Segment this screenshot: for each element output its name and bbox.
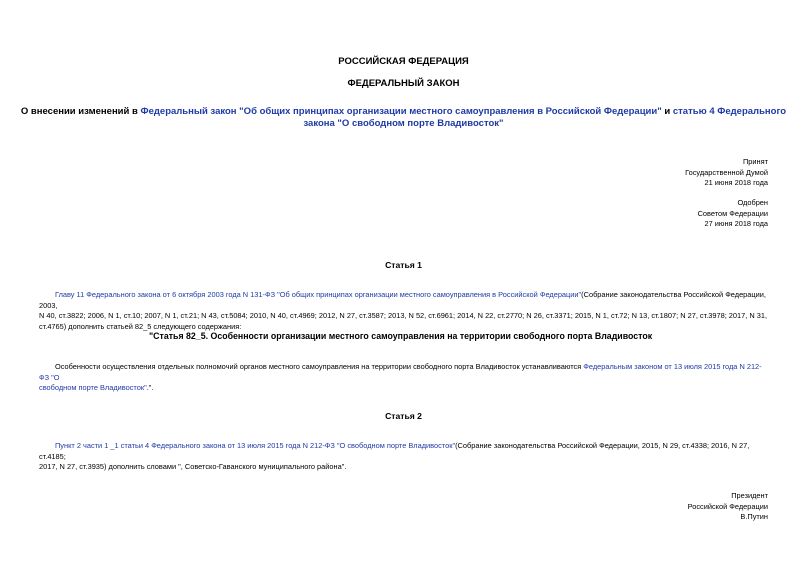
- adopted-block: [685, 157, 768, 189]
- approved-by: Советом Федерации: [697, 208, 768, 218]
- signature-country: Российской Федерации: [687, 501, 768, 511]
- article-1-paragraph: [39, 290, 769, 332]
- article-2-text-2: 2017, N 27, ст.3935) дополнить словами ", Советско-Гаванского муниципального района".: [39, 462, 347, 472]
- signature-title: Президент: [731, 491, 768, 500]
- article-82-5-paragraph: [39, 362, 769, 394]
- country-heading: РОССИЙСКАЯ ФЕДЕРАЦИЯ: [338, 56, 469, 67]
- title-text-1: О внесении изменений в: [20, 106, 141, 117]
- approved-block: [698, 198, 768, 230]
- signature-block: [688, 491, 768, 523]
- title-link-vladivostok-law-2[interactable]: закона "О свободном порте Владивосток": [303, 118, 504, 129]
- article-82-5-heading: "Статья 82_5. Особенности организации местного самоуправления на территории свободного порта Владивосток: [149, 331, 653, 341]
- adopted-label: Принят: [742, 157, 768, 166]
- article-82-5-link-1[interactable]: Федеральным законом от 13 июля 2015 года N 212-ФЗ "О: [39, 362, 762, 382]
- title-link-vladivostok-law-1[interactable]: статью 4 Федерального: [672, 106, 787, 117]
- approved-label: Одобрен: [737, 198, 768, 207]
- adopted-by: Государственной Думой: [685, 167, 768, 177]
- doc-type-heading: ФЕДЕРАЛЬНЫЙ ЗАКОН: [347, 78, 460, 89]
- adopted-date: 21 июня 2018 года: [704, 178, 768, 187]
- article-2-heading: Статья 2: [385, 411, 422, 421]
- article-82-5-text: Особенности осуществления отдельных полномочий органов местного самоуправления на территории свободного порта Владивосток устанавливаются: [55, 362, 584, 371]
- article-2-paragraph: [39, 441, 769, 473]
- article-1-link-chapter-11[interactable]: Главу 11 Федерального закона от 6 октября 2003 года N 131-ФЗ "Об общих принципах организации местного самоуправления в Российской Федерации": [55, 290, 582, 299]
- article-1-text-2: N 40, ст.3822; 2006, N 1, ст.10; 2007, N 1, ст.21; N 43, ст.5084; 2010, N 40, ст.4969; 2012, N 27, ст.3587; 2013, N 52, ст.6961; 2014, N 22, ст.2770; N 26, ст.3371; 2015, N 1, ст.72; N 13, ст.1807; N 27, ст.3978; 2017, N 31,: [39, 311, 768, 321]
- title-link-municipal-law[interactable]: Федеральный закон "Об общих принципах организации местного самоуправления в Российской Федерации": [140, 106, 662, 117]
- article-2-text-1: (Собрание законодательства Российской Федерации, 2015, N 29, ст.4338; 2016, N 27, ст.4185;: [39, 441, 750, 461]
- approved-date: 27 июня 2018 года: [704, 219, 768, 228]
- title-text-2: и: [661, 106, 673, 117]
- article-82-5-link-2[interactable]: свободном порте Владивосток": [39, 383, 147, 393]
- article-1-heading: Статья 1: [385, 260, 422, 270]
- law-title: [20, 106, 787, 130]
- article-1-text-3: ст.4765) дополнить статьей 82_5 следующего содержания:: [39, 321, 242, 331]
- article-2-link-item-2[interactable]: Пункт 2 части 1 _1 статьи 4 Федерального закона от 13 июля 2015 года N 212-ФЗ "О свободном порте Владивосток": [55, 441, 456, 450]
- article-82-5-text-end: .".: [146, 383, 154, 393]
- article-1-text-1: (Собрание законодательства Российской Федерации, 2003,: [39, 290, 766, 310]
- signature-name: В.Путин: [740, 512, 768, 521]
